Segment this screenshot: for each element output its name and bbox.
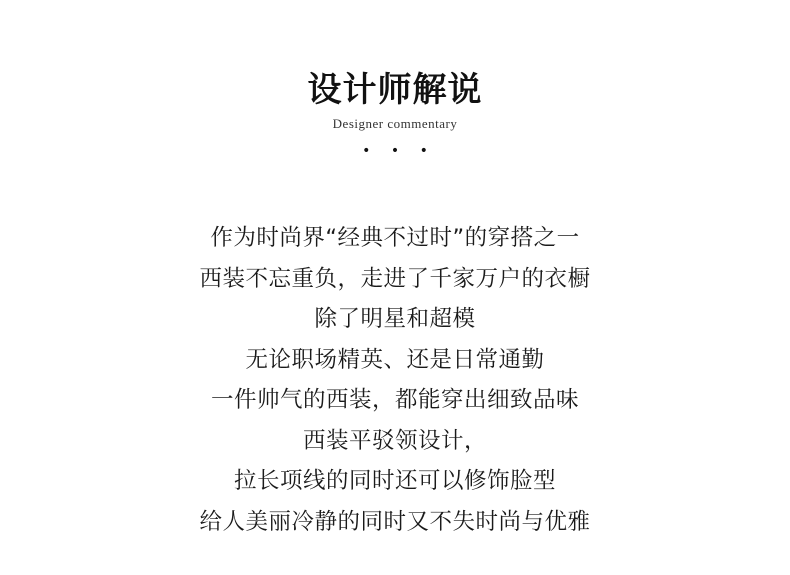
commentary-line: 一件帅气的西装，都能穿出细致品味 — [210, 387, 579, 413]
commentary-line: 除了明星和超模 — [314, 306, 476, 332]
commentary-text — [0, 218, 790, 542]
page-subtitle: Designer commentary — [332, 116, 458, 131]
header — [0, 68, 790, 158]
commentary-line: 作为时尚界“经典不过时”的穿搭之一 — [210, 225, 580, 251]
commentary-line: 西装不忘重负，走进了千家万户的衣橱 — [199, 265, 591, 292]
commentary-line: 给人美丽冷静的同时又不失时尚与优雅 — [199, 508, 591, 535]
decorative-dots: • • • — [362, 143, 436, 159]
commentary-line: 无论职场精英、还是日常通勤 — [245, 346, 545, 373]
page-title: 设计师解说 — [307, 70, 483, 110]
commentary-line: 拉长项线的同时还可以修饰脸型 — [233, 468, 556, 494]
commentary-line: 西装平驳领设计， — [302, 427, 487, 454]
